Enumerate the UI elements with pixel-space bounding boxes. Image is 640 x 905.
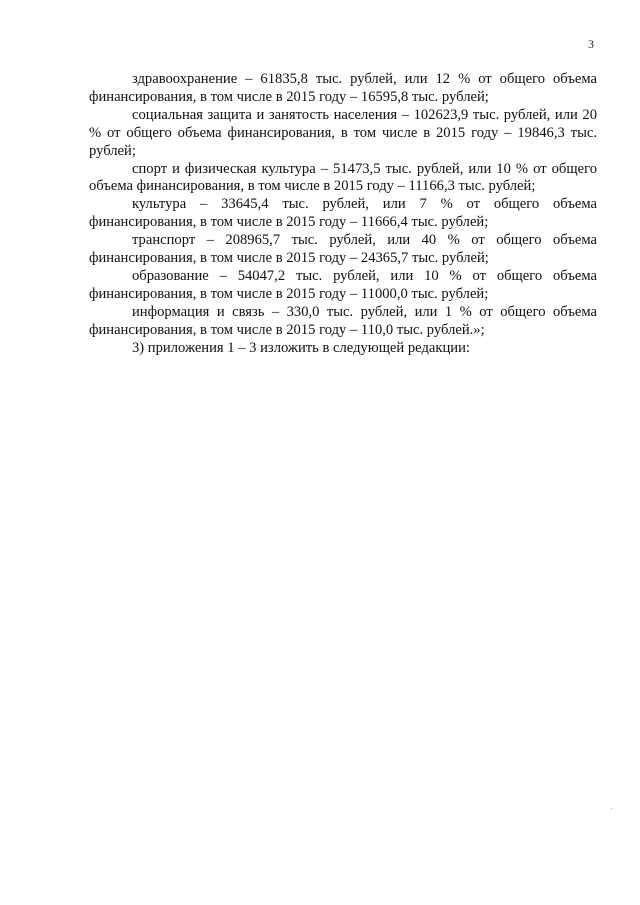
- page-number: 3: [588, 37, 594, 51]
- document-body: [89, 71, 597, 358]
- paragraph-transport: транспорт – 208965,7 тыс. рублей, или 40 % от общего объема финансирования, в том числе в 2015 году – 24365,7 тыс. рублей;: [89, 232, 597, 267]
- paragraph-appendices: 3) приложения 1 – 3 изложить в следующей редакции:: [132, 339, 470, 356]
- paragraph-sport: спорт и физическая культура – 51473,5 тыс. рублей, или 10 % от общего объема финансирования, в том числе в 2015 году – 11166,3 тыс. рублей;: [89, 160, 597, 195]
- paragraph-social-protection: социальная защита и занятость населения – 102623,9 тыс. рублей, или 20 % от общего объема финансирования, в том числе в 2015 году – 19846,3 тыс. рублей;: [89, 106, 597, 159]
- paragraph-education: образование – 54047,2 тыс. рублей, или 10 % от общего объема финансирования, в том числе в 2015 году – 11000,0 тыс. рублей;: [89, 267, 597, 302]
- paragraph-information: информация и связь – 330,0 тыс. рублей, или 1 % от общего объема финансирования, в том числе в 2015 году – 110,0 тыс. рублей.»;: [89, 303, 597, 338]
- paragraph-healthcare: здравоохранение – 61835,8 тыс. рублей, или 12 % от общего объема финансирования, в том числе в 2015 году – 16595,8 тыс. рублей;: [89, 71, 597, 105]
- scan-speck: [611, 808, 612, 809]
- paragraph-culture: культура – 33645,4 тыс. рублей, или 7 % от общего объема финансирования, в том числе в 2015 году – 11666,4 тыс. рублей;: [89, 196, 597, 231]
